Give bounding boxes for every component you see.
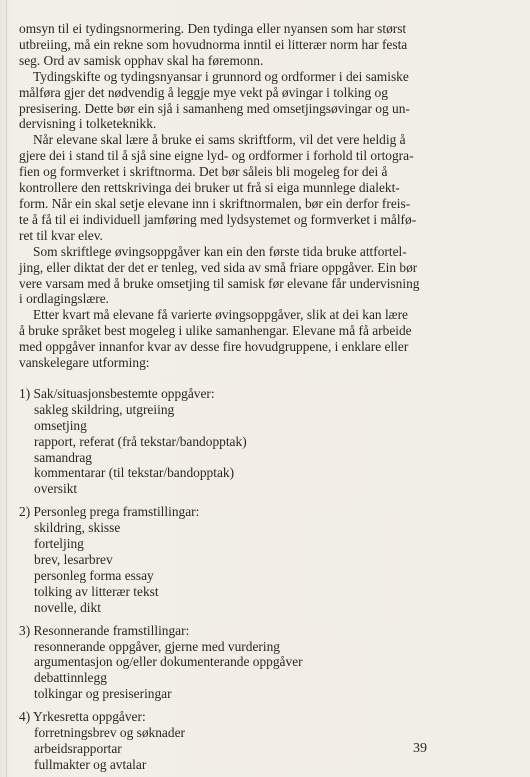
task-item: samandrag xyxy=(34,449,93,465)
text-line: ret til kvar elev. xyxy=(19,227,103,243)
text-line: vere varsam med å bruke omsetjing til samisk før elevane får undervisning xyxy=(19,275,420,291)
task-item: forretningsbrev og søknader xyxy=(34,725,185,741)
task-group-items xyxy=(19,520,519,615)
task-group xyxy=(19,504,519,615)
text-line: med oppgåver innanfor kvar av desse fire hovudgruppene, i enklare eller xyxy=(19,339,409,355)
task-item: tolkingar og presiseringar xyxy=(34,686,172,702)
task-item: fullmakter og avtalar xyxy=(34,756,147,772)
task-group xyxy=(19,386,519,497)
text-line: kontrollere den rettskrivinga dei bruker ut frå si eiga munnlege dialekt- xyxy=(19,180,400,196)
task-group-items xyxy=(19,725,519,773)
task-group-heading: 1) Sak/situasjonsbestemte oppgåver: xyxy=(19,385,215,401)
text-line: seg. Ord av samisk opphav skal ha føremonn. xyxy=(19,52,264,68)
task-item: personleg forma essay xyxy=(34,567,154,583)
task-item: forteljing xyxy=(34,536,84,552)
task-item: resonnerande oppgåver, gjerne med vurdering xyxy=(34,638,280,654)
task-group xyxy=(19,623,519,703)
task-groups-list xyxy=(19,386,519,773)
task-item: kommentarar (til tekstar/bandopptak) xyxy=(34,465,235,481)
page-gutter xyxy=(6,0,7,777)
task-group-heading: 3) Resonnerande framstillingar: xyxy=(19,622,190,638)
text-line: Når elevane skal lære å bruke ei sams skriftform, vil det vere heldig å xyxy=(33,132,406,148)
page-number: 39 xyxy=(413,741,427,756)
task-group xyxy=(19,709,519,773)
task-item: omsetjing xyxy=(34,417,87,433)
text-line: Som skriftlege øvingsoppgåver kan ein den første tida bruke attfortel- xyxy=(33,243,407,259)
paragraph xyxy=(19,69,519,133)
task-item: oversikt xyxy=(34,481,78,497)
text-line: å bruke språket best mogeleg i ulike samanhengar. Elevane må få arbeide xyxy=(19,323,412,339)
paragraphs xyxy=(19,21,519,371)
task-item: novelle, dikt xyxy=(34,599,101,615)
task-item: brev, lesarbrev xyxy=(34,552,113,567)
task-item: arbeidsrapportar xyxy=(34,740,122,756)
task-item: rapport, referat (frå tekstar/bandopptak) xyxy=(34,433,247,449)
paragraph xyxy=(19,307,519,371)
text-line: Etter kvart må elevane få varierte øvingsoppgåver, slik at dei kan lære xyxy=(33,307,408,323)
task-group-items xyxy=(19,639,519,703)
task-group-items xyxy=(19,402,519,497)
text-line: gjere dei i stand til å sjå sine eigne lyd- og ordformer i forhold til ortogra- xyxy=(19,148,414,164)
text-line: utbreiing, må ein rekne som hovudnorma inntil ei litterær norm har festa xyxy=(19,36,408,52)
text-line: jing, eller diktat der det er tenleg, ved sida av små friare oppgåver. Ein bør xyxy=(19,259,418,275)
text-line: te å få til ei individuell jamføring med lydsystemet og formverket i målfø- xyxy=(19,211,417,227)
task-group-heading: 4) Yrkesretta oppgåver: xyxy=(19,709,146,725)
text-line: form. Når ein skal setje elevane inn i skriftnormalen, bør ein derfor freis- xyxy=(19,195,411,211)
text-line: vanskelegare utforming: xyxy=(19,355,150,371)
text-line: målføra gjer det nødvendig å leggje mye vekt på øvingar i tolking og xyxy=(19,84,388,100)
task-item: skildring, skisse xyxy=(34,520,121,536)
task-item: debattinnlegg xyxy=(34,670,107,686)
task-item: tolking av litterær tekst xyxy=(34,583,159,599)
paragraph xyxy=(19,21,519,69)
task-item: argumentasjon og/eller dokumenterande oppgåver xyxy=(34,654,303,670)
text-line: i ordlagingslære. xyxy=(19,291,110,307)
text-line: presisering. Dette bør ein sjå i samanheng med omsetjingsøvingar og un- xyxy=(19,100,410,116)
paragraph xyxy=(19,244,519,308)
text-line: omsyn til ei tydingsnormering. Den tydinga eller nyansen som har størst xyxy=(19,21,407,36)
text-line: dervisning i tolketeknikk. xyxy=(19,116,157,132)
text-line: Tydingskifte og tydingsnyansar i grunnord og ordformer i dei samiske xyxy=(33,68,409,84)
paragraph xyxy=(19,132,519,243)
page-body xyxy=(19,21,519,773)
task-item: sakleg skildring, utgreiing xyxy=(34,401,175,417)
text-line: fien og formverket i skriftnorma. Det bør såleis bli mogeleg for dei å xyxy=(19,164,388,180)
task-group-heading: 2) Personleg prega framstillingar: xyxy=(19,504,200,520)
